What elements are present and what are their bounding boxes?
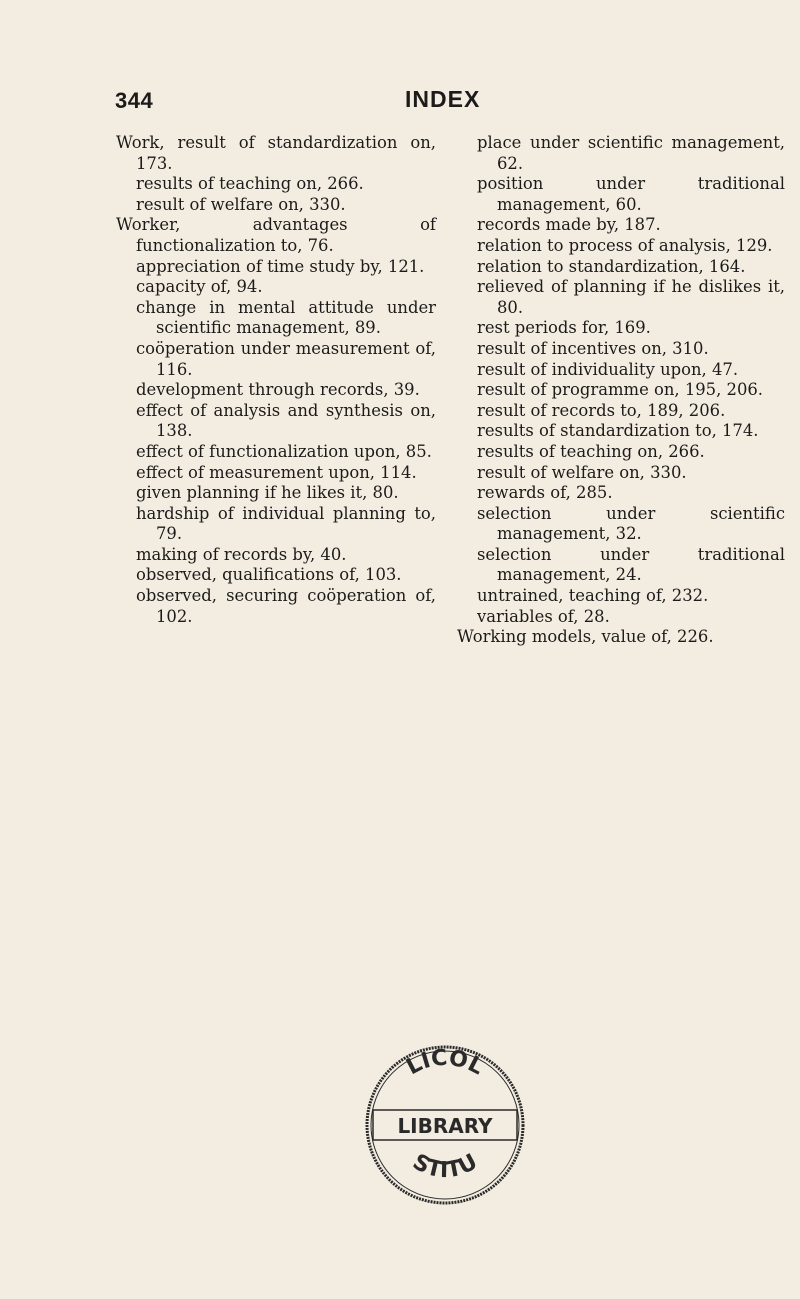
index-entry: result of incentives on, 310. <box>477 338 709 358</box>
index-entry: Work, result of standardization on, 173. <box>116 133 436 173</box>
index-entry: result of welfare on, 330. <box>477 462 687 482</box>
index-entry: results of standardization to, 174. <box>477 421 759 441</box>
index-entry: observed, qualifications of, 103. <box>136 565 402 585</box>
index-entry: position under traditional management, 60. <box>477 174 785 214</box>
index-entry: effect of functionalization upon, 85. <box>136 441 432 461</box>
index-entry: selection under traditional management, 24. <box>477 544 785 585</box>
page-title: INDEX <box>405 86 481 112</box>
index-entry: results of teaching on, 266. <box>477 441 705 461</box>
index-entry: selection under scientific management, 32. <box>477 503 785 544</box>
index-entry: making of records by, 40. <box>136 544 347 564</box>
index-entry: appreciation of time study by, 121. <box>136 256 425 276</box>
stamp-top-text: LICOL <box>402 1045 488 1081</box>
index-entry: relation to process of analysis, 129. <box>477 235 773 255</box>
index-entry: result of welfare on, 330. <box>136 194 346 214</box>
index-entry: coöperation under measurement of, 116. <box>136 338 436 379</box>
index-entry: observed, securing coöperation of, 102. <box>136 586 436 626</box>
index-entry: Working models, value of, 226. <box>457 627 714 647</box>
index-entry: result of individuality upon, 47. <box>477 359 739 379</box>
index-entry: relation to standardization, 164. <box>477 256 746 276</box>
index-entry: relieved of planning if he dislikes it, 80. <box>477 277 785 317</box>
stamp-center-text: LIBRARY <box>397 1114 493 1138</box>
index-column-left <box>116 133 436 627</box>
library-stamp <box>355 1030 535 1220</box>
page-number: 344 <box>115 88 154 113</box>
index-entry: rewards of, 285. <box>477 483 613 503</box>
index-entry: records made by, 187. <box>477 215 661 235</box>
index-entry: development through records, 39. <box>136 380 420 400</box>
index-entry: results of teaching on, 266. <box>136 174 364 194</box>
index-entry: capacity of, 94. <box>136 277 263 297</box>
index-column-right <box>457 133 785 648</box>
index-entry: variables of, 28. <box>477 606 610 626</box>
index-entry: effect of analysis and synthesis on, 138. <box>136 400 436 441</box>
index-entry: change in mental attitude under scientific management, 89. <box>136 297 436 338</box>
index-entry: untrained, teaching of, 232. <box>477 586 709 606</box>
index-entry: rest periods for, 169. <box>477 318 651 338</box>
index-entry: effect of measurement upon, 114. <box>136 462 417 482</box>
index-entry: result of records to, 189, 206. <box>477 400 726 420</box>
index-entry: Worker, advantages of functionalization to, 76. <box>116 215 436 255</box>
index-entry: result of programme on, 195, 206. <box>477 380 764 400</box>
index-entry: given planning if he likes it, 80. <box>136 483 399 503</box>
index-entry: hardship of individual planning to, 79. <box>136 503 436 544</box>
stamp-bottom-text: STITU <box>408 1149 482 1184</box>
index-entry: place under scientific management, 62. <box>477 133 785 173</box>
